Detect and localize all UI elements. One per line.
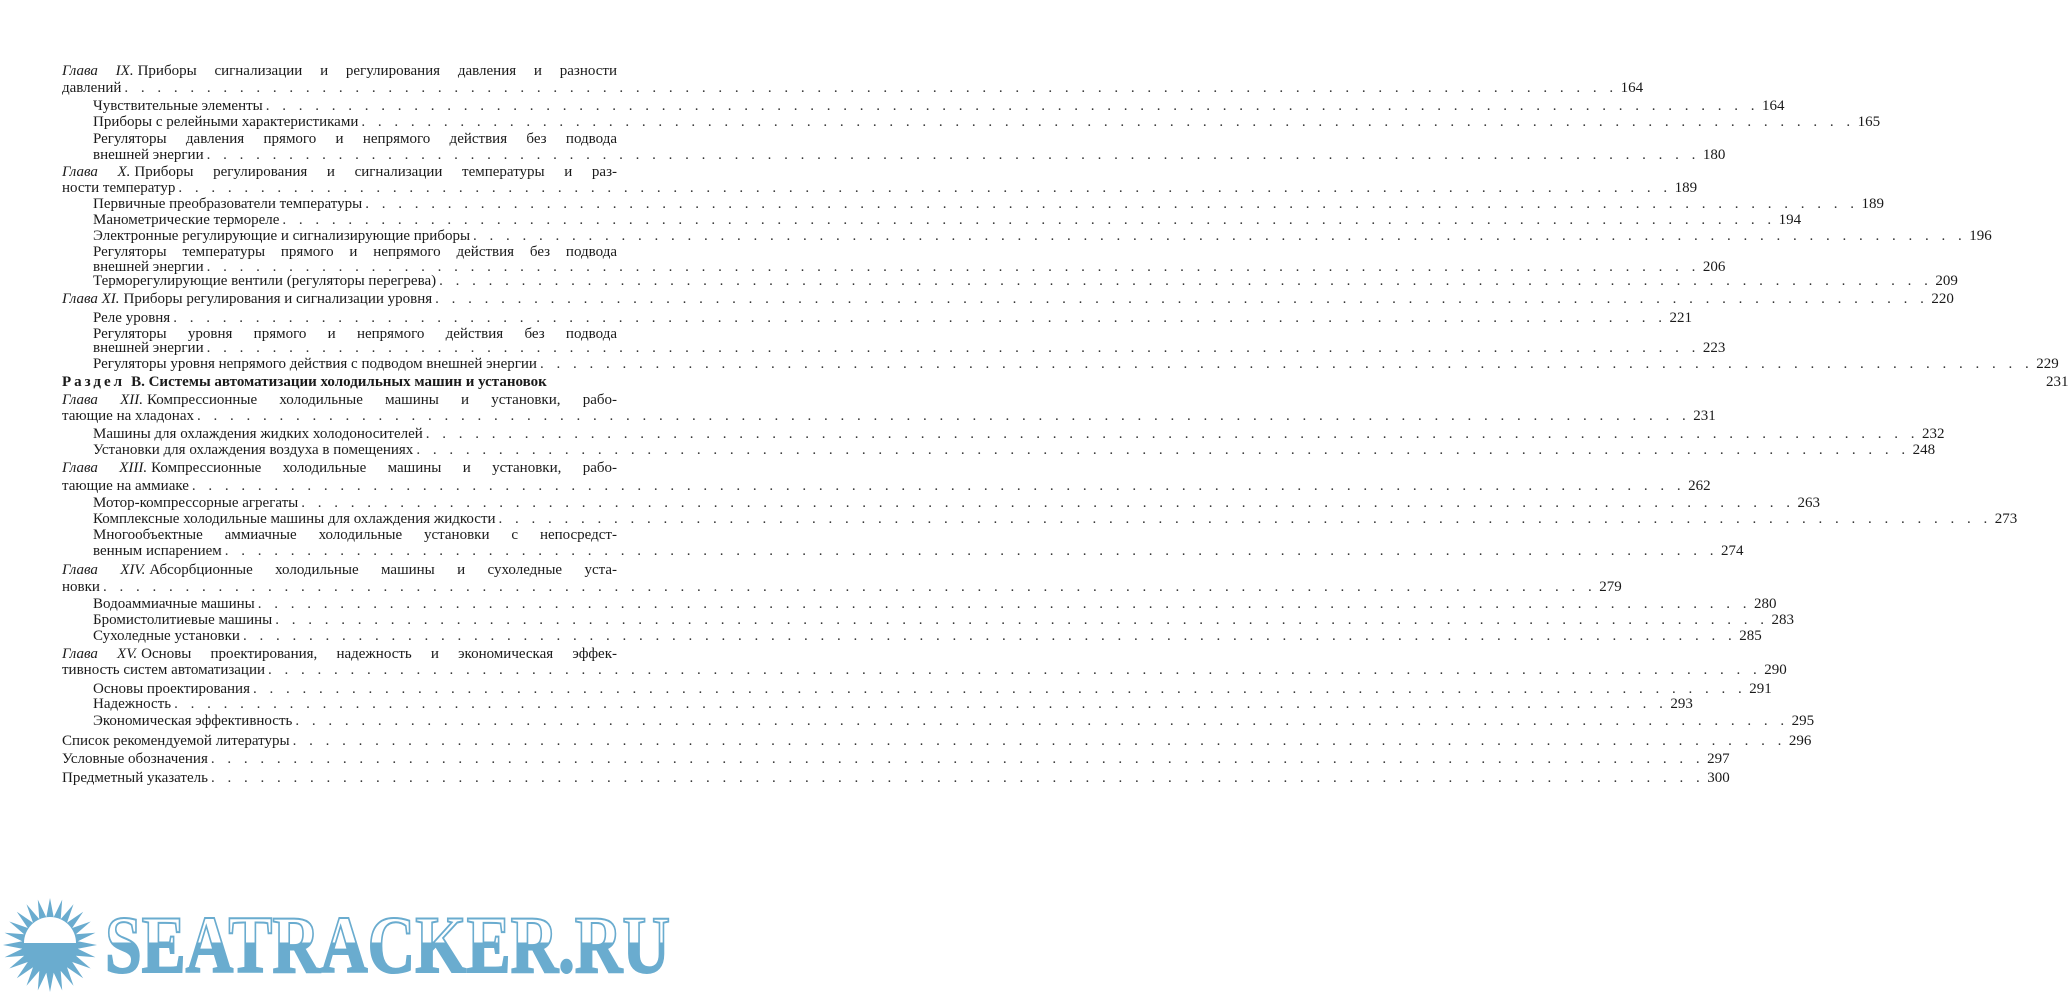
sun-half-disc xyxy=(24,917,76,943)
page-number: 295 xyxy=(1791,713,1815,729)
toc-entry-line xyxy=(93,627,1762,645)
page-number: 300 xyxy=(1707,770,1730,786)
toc-entry-title: давлений xyxy=(62,80,122,96)
toc-entry-line xyxy=(93,695,1693,713)
toc-entry-title: Первичные преобразователи температуры xyxy=(93,196,363,212)
page-number: 293 xyxy=(1670,696,1693,712)
dot-leader xyxy=(416,441,1909,459)
toc-entry-title: тающие на хладонах xyxy=(62,408,194,424)
toc-entry-line xyxy=(62,373,2069,391)
toc-entry-line xyxy=(93,712,1815,730)
chapter-label: Глава XI. xyxy=(62,291,120,307)
toc-entry-line xyxy=(62,290,1954,308)
chapter-label: Глава IX. xyxy=(62,63,134,79)
toc-entry-title: Основы проектирования, надежность и экономическая эффек- xyxy=(141,646,617,662)
toc-entry-title: Электронные регулирующие и сигнализирующие приборы xyxy=(93,228,471,244)
dot-leader xyxy=(361,113,1854,131)
page-number: 296 xyxy=(1788,733,1812,749)
toc-entry-line xyxy=(62,62,617,80)
page-number: 231 xyxy=(1693,408,1716,424)
sun-rays xyxy=(3,898,97,992)
toc-entry-line xyxy=(62,750,1730,768)
page-number: 232 xyxy=(1922,426,1945,442)
page-number: 220 xyxy=(1931,291,1954,307)
dot-leader xyxy=(293,732,1786,750)
toc-entry-title: Мотор-компрессорные агрегаты xyxy=(93,495,299,511)
toc-entry-title: Основы проектирования xyxy=(93,681,250,697)
toc-entry-line xyxy=(93,355,2059,373)
section-label: Раздел xyxy=(62,374,126,390)
dot-leader xyxy=(192,477,1685,495)
page-number: 221 xyxy=(1669,310,1692,326)
toc-entry-line xyxy=(62,578,1622,596)
chapter-label: Глава XV. xyxy=(62,646,138,662)
toc-entry-line xyxy=(62,561,617,579)
page-number: 262 xyxy=(1688,478,1711,494)
toc-entry-title: Комплексные холодильные машины для охлаждения жидкости xyxy=(93,511,496,527)
dot-leader xyxy=(473,227,1966,245)
toc-entry-line xyxy=(93,542,1744,560)
toc-entry-line xyxy=(93,113,1881,131)
toc-entry-title: Регуляторы давления прямого и непрямого действия без подвода xyxy=(93,131,617,147)
dot-leader xyxy=(499,510,1992,528)
toc-entry-title: ности температур xyxy=(62,180,176,196)
toc-entry-title: Чувствительные элементы xyxy=(93,98,263,114)
toc-entry-title: внешней энергии xyxy=(93,147,204,163)
page-number: 283 xyxy=(1771,612,1794,628)
page-number: 209 xyxy=(1935,273,1958,289)
toc-entry-title: внешней энергии xyxy=(93,259,204,275)
chapter-label: Глава X. xyxy=(62,164,131,180)
toc-entry-title: Машины для охлаждения жидких холодоносителей xyxy=(93,426,423,442)
toc-entry-title: венным испарением xyxy=(93,543,222,559)
toc-entry-title: Приборы с релейными характеристиками xyxy=(93,114,359,130)
watermark-logo xyxy=(0,895,687,1000)
watermark-text: SEATRACKER.RU xyxy=(105,899,670,990)
page-number: 229 xyxy=(2036,356,2059,372)
page-number: 223 xyxy=(1702,340,1726,356)
dot-leader xyxy=(197,407,1690,425)
toc-entry-title: тающие на аммиаке xyxy=(62,478,189,494)
toc-entry-title: Условные обозначения xyxy=(62,751,208,767)
dot-leader xyxy=(207,146,1700,164)
chapter-label: Глава XII. xyxy=(62,392,143,408)
toc-entry-title: Многообъектные аммиачные холодильные установки с непосредст- xyxy=(93,527,617,543)
toc-entry-title: Экономическая эффективность xyxy=(93,713,293,729)
toc-entry-title: Компрессионные холодильные машины и установки, рабо- xyxy=(151,460,618,476)
page-number: 164 xyxy=(1762,98,1785,114)
page-number: 189 xyxy=(1861,196,1884,212)
toc-entry-title: Регуляторы уровня прямого и непрямого действия без подвода xyxy=(93,326,617,342)
toc-entry-line xyxy=(62,732,1812,750)
toc-entry-title: Регуляторы уровня непрямого действия с подводом внешней энергии xyxy=(93,356,537,372)
dot-leader xyxy=(124,79,1617,97)
page-number: 248 xyxy=(1912,442,1936,458)
toc-entry-title: Сухоледные установки xyxy=(93,628,240,644)
page-number: 273 xyxy=(1994,511,2018,527)
toc-entry-title: новки xyxy=(62,579,100,595)
page-number: 164 xyxy=(1620,80,1644,96)
toc-entry-line xyxy=(93,272,1958,290)
page-number: 290 xyxy=(1764,662,1787,678)
chapter-label: Глава XIII. xyxy=(62,460,148,476)
page-number: 180 xyxy=(1702,147,1726,163)
toc-entry-line xyxy=(62,769,1730,787)
page-number: 280 xyxy=(1753,596,1777,612)
chapter-label: Глава XIV. xyxy=(62,562,146,578)
page-number: 165 xyxy=(1857,114,1881,130)
toc-entry-title: Предметный указатель xyxy=(62,770,208,786)
page-number: 279 xyxy=(1599,579,1622,595)
toc-entry-title: Надежность xyxy=(93,696,172,712)
toc-entry-title: Реле уровня xyxy=(93,310,171,326)
dot-leader xyxy=(211,750,1704,768)
dot-leader xyxy=(540,355,2033,373)
page-number: 274 xyxy=(1721,543,1744,559)
toc-entry-title: Регуляторы температуры прямого и непрямого действия без подвода xyxy=(93,244,617,260)
toc-entry-title: Установки для охлаждения воздуха в помещениях xyxy=(93,442,414,458)
toc-entry-line xyxy=(93,146,1726,164)
toc-entry-title: тивность систем автоматизации xyxy=(62,662,266,678)
dot-leader xyxy=(243,627,1736,645)
toc-entry-line xyxy=(62,407,1716,425)
page-number: 297 xyxy=(1707,751,1730,767)
toc-entry-title: Приборы регулирования и сигнализации температуры и раз- xyxy=(134,164,618,180)
toc-entry-title: Приборы сигнализации и регулирования давления и разности xyxy=(137,63,617,79)
toc-entry-title: внешней энергии xyxy=(93,340,204,356)
toc-entry-title: Водоаммиачные машины xyxy=(93,596,255,612)
dot-leader xyxy=(225,542,1718,560)
page-number: 231 xyxy=(2046,374,2069,390)
dot-leader xyxy=(268,661,1761,679)
toc-entry-title: Компрессионные холодильные машины и установки, рабо- xyxy=(146,392,617,408)
toc-entry-title: В. Системы автоматизации холодильных машин и установок xyxy=(131,374,547,390)
toc-entry-title: Бромистолитиевые машины xyxy=(93,612,273,628)
toc-entry-title: Абсорбционные холодильные машины и сухоледные уста- xyxy=(149,562,617,578)
toc-entry-line xyxy=(93,441,1936,459)
page-number: 206 xyxy=(1702,259,1726,275)
dot-leader xyxy=(211,769,1704,787)
page-number: 196 xyxy=(1969,228,1992,244)
dot-leader xyxy=(439,272,1932,290)
dot-leader xyxy=(103,578,1596,596)
toc-entry-line xyxy=(62,661,1787,679)
toc-entry-line xyxy=(62,79,1644,97)
sun-icon xyxy=(3,898,97,992)
toc-entry-line xyxy=(62,459,617,477)
dot-leader xyxy=(295,712,1788,730)
dot-leader xyxy=(174,695,1667,713)
dot-leader xyxy=(435,290,1928,308)
toc-entry-title: Приборы регулирования и сигнализации уровня xyxy=(123,291,433,307)
toc-entry-title: Терморегулирующие вентили (регуляторы перегрева) xyxy=(93,273,437,289)
page-number: 291 xyxy=(1749,681,1772,697)
page-number: 189 xyxy=(1674,180,1698,196)
toc-entry-title: Список рекомендуемой литературы xyxy=(62,733,290,749)
page-number: 194 xyxy=(1778,212,1802,228)
page-number: 263 xyxy=(1797,495,1821,511)
toc-entry-line xyxy=(62,477,1711,495)
toc-entry-title: Манометрические термореле xyxy=(93,212,280,228)
page-number: 285 xyxy=(1739,628,1762,644)
